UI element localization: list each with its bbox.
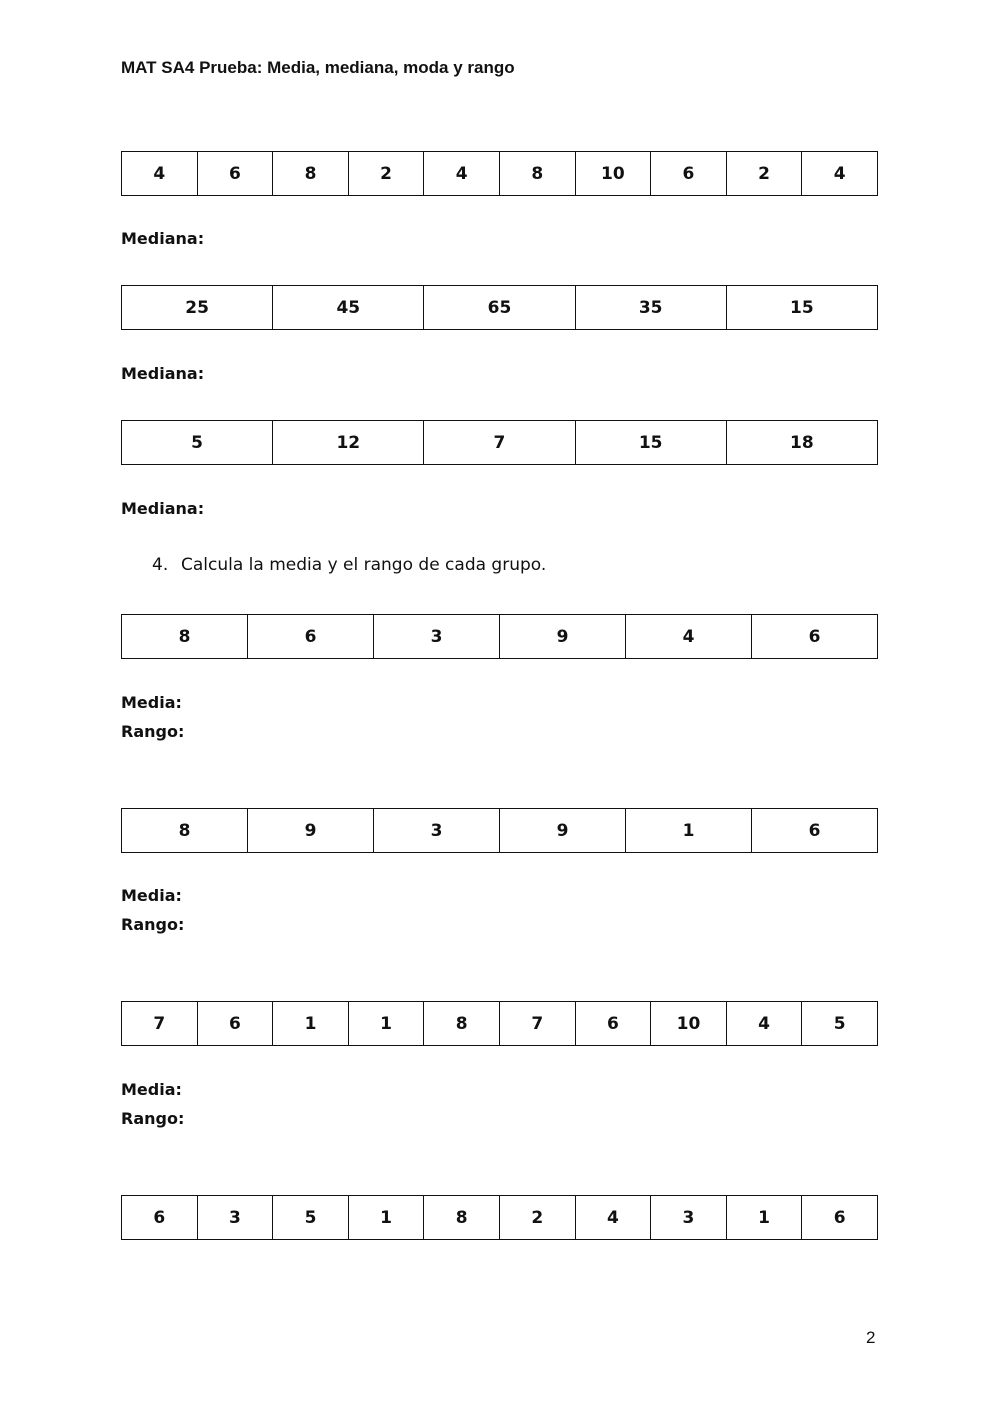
number-cell: 15 <box>726 286 877 330</box>
number-cell: 5 <box>122 421 273 465</box>
page-title: MAT SA4 Prueba: Media, mediana, moda y rango <box>121 58 515 77</box>
number-cell: 1 <box>626 809 752 853</box>
number-table-median-2 <box>121 285 878 330</box>
number-cell: 4 <box>802 152 878 196</box>
number-cell: 5 <box>273 1196 349 1240</box>
number-cell: 4 <box>626 615 752 659</box>
number-cell: 6 <box>248 615 374 659</box>
number-cell: 8 <box>273 152 349 196</box>
number-cell: 6 <box>752 615 878 659</box>
number-cell: 1 <box>348 1196 424 1240</box>
number-cell: 7 <box>122 1002 198 1046</box>
number-cell: 8 <box>122 809 248 853</box>
page-number: 2 <box>866 1328 876 1347</box>
number-cell: 7 <box>424 421 575 465</box>
table-row <box>122 615 878 659</box>
question-text: Calcula la media y el rango de cada grupo. <box>181 555 547 575</box>
media-label: Media: <box>121 1080 182 1099</box>
media-label: Media: <box>121 693 182 712</box>
number-table-q4-3 <box>121 1001 878 1046</box>
number-cell: 15 <box>575 421 726 465</box>
number-cell: 7 <box>499 1002 575 1046</box>
number-cell: 8 <box>499 152 575 196</box>
question-4-instruction <box>152 555 546 575</box>
number-cell: 4 <box>122 152 198 196</box>
number-cell: 4 <box>726 1002 802 1046</box>
number-cell: 35 <box>575 286 726 330</box>
number-cell: 65 <box>424 286 575 330</box>
number-cell: 10 <box>575 152 651 196</box>
mediana-label: Mediana: <box>121 229 205 248</box>
number-cell: 6 <box>575 1002 651 1046</box>
number-cell: 18 <box>726 421 877 465</box>
number-cell: 45 <box>273 286 424 330</box>
number-cell: 4 <box>424 152 500 196</box>
number-cell: 8 <box>424 1196 500 1240</box>
table-row <box>122 152 878 196</box>
number-cell: 8 <box>424 1002 500 1046</box>
number-cell: 4 <box>575 1196 651 1240</box>
mediana-label: Mediana: <box>121 364 205 383</box>
number-cell: 1 <box>273 1002 349 1046</box>
mediana-label: Mediana: <box>121 499 205 518</box>
number-cell: 6 <box>802 1196 878 1240</box>
number-cell: 6 <box>651 152 727 196</box>
number-cell: 9 <box>500 809 626 853</box>
number-cell: 2 <box>499 1196 575 1240</box>
number-cell: 3 <box>651 1196 727 1240</box>
table-row <box>122 1002 878 1046</box>
number-cell: 6 <box>197 1002 273 1046</box>
number-table-q4-1 <box>121 614 878 659</box>
rango-label: Rango: <box>121 915 185 934</box>
number-cell: 1 <box>348 1002 424 1046</box>
number-cell: 3 <box>374 615 500 659</box>
question-number: 4. <box>152 555 169 575</box>
number-table-q4-4 <box>121 1195 878 1240</box>
number-table-median-1 <box>121 151 878 196</box>
rango-label: Rango: <box>121 1109 185 1128</box>
number-cell: 5 <box>802 1002 878 1046</box>
number-cell: 3 <box>197 1196 273 1240</box>
rango-label: Rango: <box>121 722 185 741</box>
number-table-q4-2 <box>121 808 878 853</box>
table-row <box>122 809 878 853</box>
number-cell: 6 <box>197 152 273 196</box>
table-row <box>122 421 878 465</box>
number-cell: 12 <box>273 421 424 465</box>
media-label: Media: <box>121 886 182 905</box>
number-cell: 25 <box>122 286 273 330</box>
number-cell: 2 <box>348 152 424 196</box>
number-cell: 8 <box>122 615 248 659</box>
number-cell: 3 <box>374 809 500 853</box>
number-cell: 10 <box>651 1002 727 1046</box>
number-cell: 9 <box>500 615 626 659</box>
number-cell: 9 <box>248 809 374 853</box>
number-cell: 6 <box>122 1196 198 1240</box>
table-row <box>122 1196 878 1240</box>
number-cell: 6 <box>752 809 878 853</box>
number-table-median-3 <box>121 420 878 465</box>
number-cell: 1 <box>726 1196 802 1240</box>
number-cell: 2 <box>726 152 802 196</box>
table-row <box>122 286 878 330</box>
